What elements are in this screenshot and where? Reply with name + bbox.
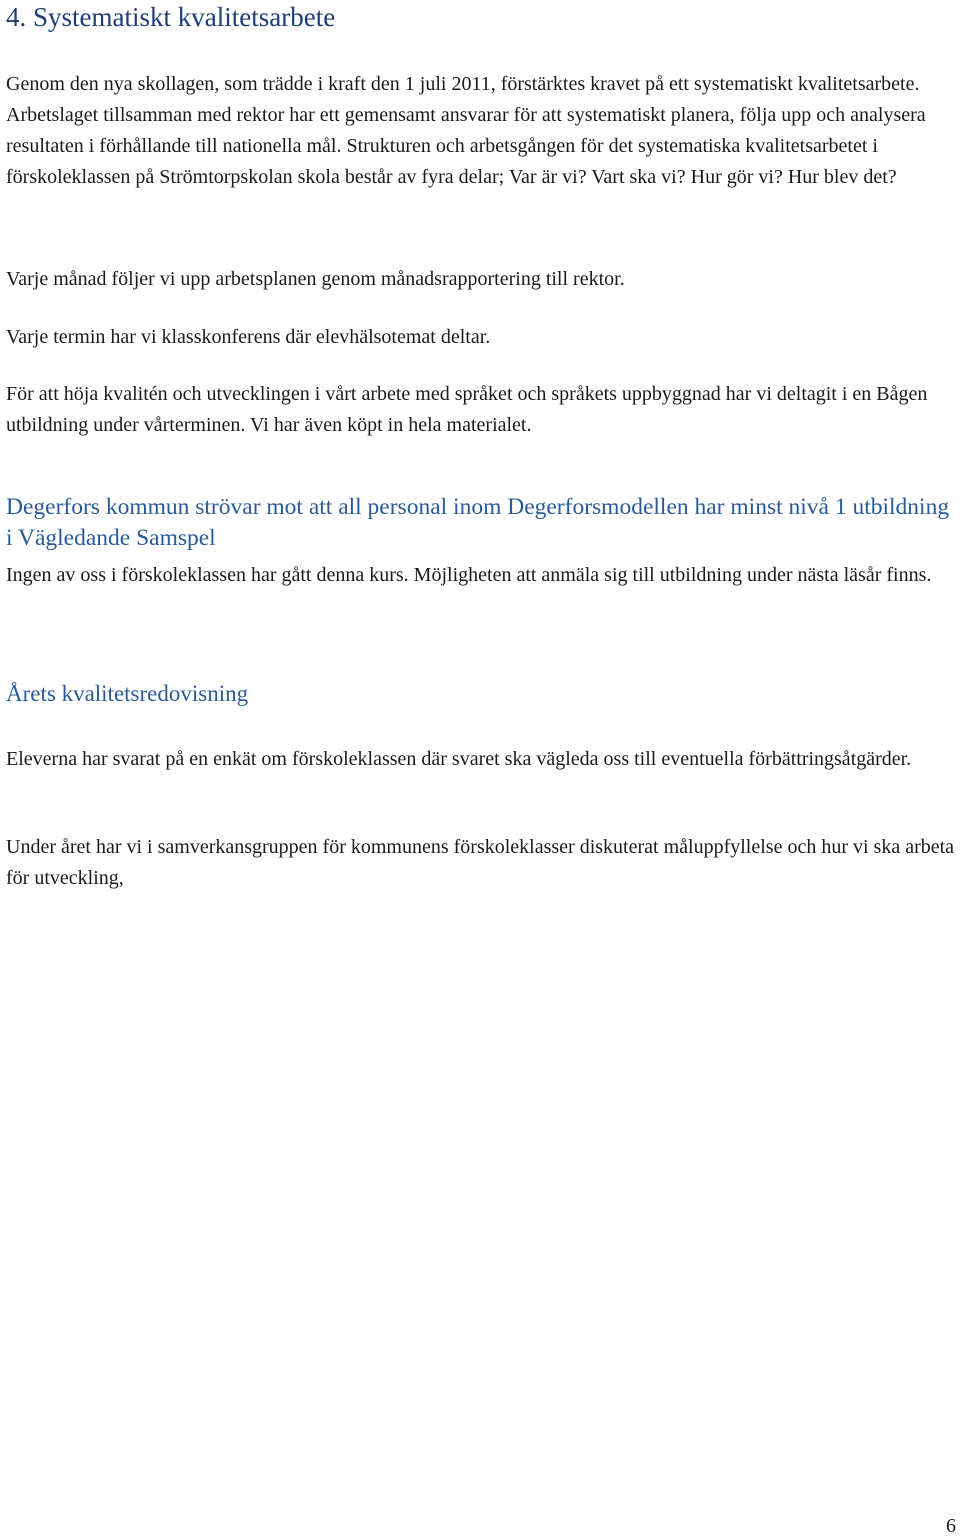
page-number: 6 <box>946 1515 956 1537</box>
intro-paragraph: Genom den nya skollagen, som trädde i kraft den 1 juli 2011, förstärktes kravet på ett systematiskt kvalitetsarbete. Arbetslaget tillsamman med rektor har ett gemensamt ansvarar för att systematiskt planera, följa upp och analysera resultaten i förhållande till nationella mål. Strukturen och arbetsgången för det systematiska kvalitetsarbetet i förskoleklassen på Strömtorpskolan skola består av fyra delar; Var är vi? Vart ska vi? Hur gör vi? Hur blev det? <box>6 73 926 188</box>
monthly-followup-paragraph: Varje månad följer vi upp arbetsplanen genom månadsrapportering till rektor. <box>6 268 625 290</box>
survey-paragraph: Eleverna har svarat på en enkät om förskoleklassen där svaret ska vägleda oss till eventuella förbättringsåtgärder. <box>6 748 912 770</box>
collaboration-paragraph: Under året har vi i samverkansgruppen för kommunens förskoleklasser diskuterat måluppfyllelse och hur vi ska arbeta för utveckling, <box>6 836 955 889</box>
degerfors-body-paragraph: Ingen av oss i förskoleklassen har gått denna kurs. Möjligheten att anmäla sig till utbildning under nästa läsår finns. <box>6 564 932 586</box>
section-title: 4. Systematiskt kvalitetsarbete <box>6 2 336 32</box>
bagen-training-paragraph: För att höja kvalitén och utvecklingen i vårt arbete med språket och språkets uppbyggnad har vi deltagit i en Bågen utbildning under vårterminen. Vi har även köpt in hela materialet. <box>6 383 928 436</box>
quality-report-heading: Årets kvalitetsredovisning <box>6 681 249 706</box>
term-conference-paragraph: Varje termin har vi klasskonferens där elevhälsotemat deltar. <box>6 326 491 348</box>
degerfors-heading: Degerfors kommun strövar mot att all personal inom Degerforsmodellen har minst nivå 1 utbildning i Vägledande Samspel <box>6 494 950 551</box>
